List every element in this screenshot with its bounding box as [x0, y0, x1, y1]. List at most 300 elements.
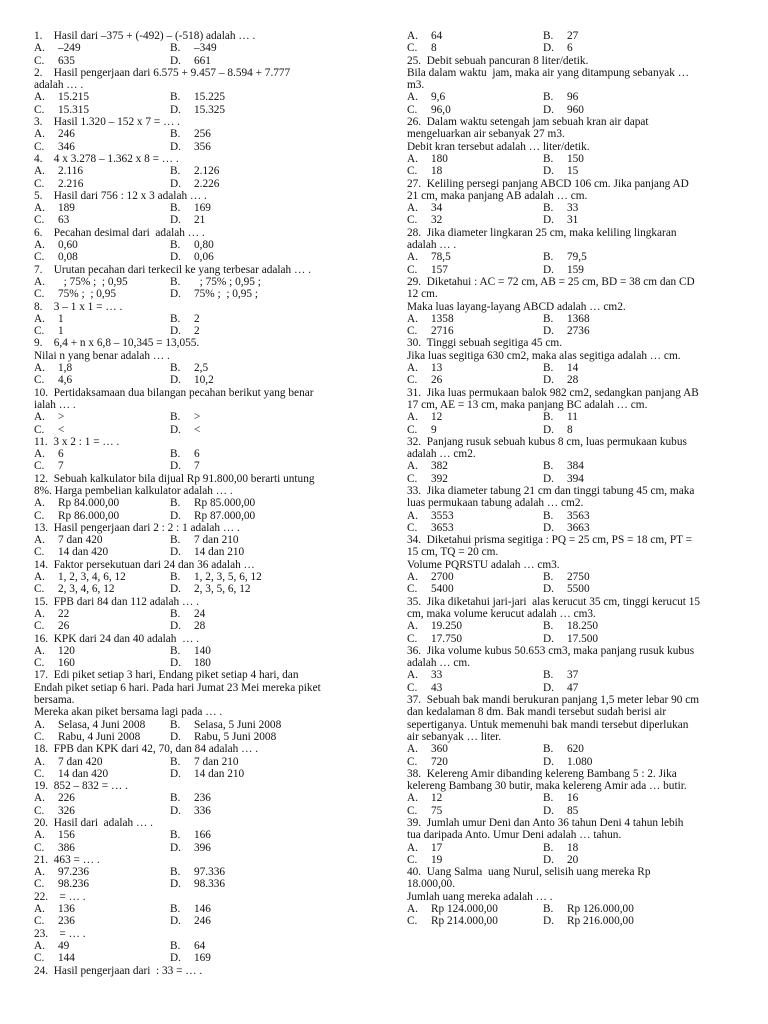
option-value: >: [194, 411, 201, 424]
option-row: [34, 178, 369, 190]
option-letter: C.: [34, 546, 45, 559]
answer-option: [170, 214, 306, 226]
option-row: [407, 325, 743, 337]
option-value: 7: [194, 460, 200, 473]
question-text: 36. Jika volume kubus 50.653 cm3, maka panjang rusuk kubus adalah … cm.: [407, 644, 695, 670]
option-row: [407, 903, 743, 915]
question-item: [34, 227, 369, 264]
option-letter: D.: [543, 804, 554, 817]
option-value: 85: [567, 804, 579, 817]
option-letter: D.: [170, 620, 181, 633]
option-value: 31: [567, 214, 579, 227]
option-value: 0,80: [194, 239, 214, 252]
answer-option: [34, 731, 170, 743]
option-letter: C.: [34, 54, 45, 67]
question-text: 30. Tinggi sebuah segitiga 45 cm. Jika luas segitiga 630 cm2, maka alas segitiga adalah … cm.: [407, 337, 681, 362]
option-value: 160: [58, 657, 75, 670]
option-letter: B.: [170, 755, 181, 768]
option-value: ; 75% ; 0,95 ;: [194, 275, 261, 288]
answer-option: [34, 460, 170, 472]
question-text: 21. 463 = … .: [34, 853, 100, 866]
option-letter: B.: [170, 128, 181, 141]
question-item: [407, 534, 743, 595]
question-item: [407, 276, 743, 337]
option-letter: A.: [407, 743, 418, 756]
option-value: Rp 124.000,00: [431, 903, 498, 916]
question-text: 1. Hasil dari –375 + (-492) – (-518) adalah … .: [34, 30, 256, 42]
question-item: [34, 559, 369, 596]
question-text: 22. = … .: [34, 890, 86, 903]
option-value: 75: [431, 804, 443, 817]
answer-option: [170, 903, 306, 915]
option-row: [34, 165, 369, 177]
option-letter: D.: [170, 374, 181, 387]
option-value: 7: [58, 460, 64, 473]
question-item: [407, 485, 743, 534]
option-row: [34, 768, 369, 780]
answer-option: [170, 792, 306, 804]
option-row: [34, 214, 369, 226]
answer-option: [34, 915, 170, 927]
answer-option: [34, 571, 170, 583]
question-item: [407, 866, 743, 927]
answer-option: [170, 239, 306, 251]
option-letter: B.: [543, 202, 554, 215]
option-letter: D.: [170, 952, 181, 965]
option-letter: D.: [170, 509, 181, 522]
option-letter: A.: [34, 202, 45, 215]
option-value: 6: [194, 448, 200, 461]
option-row: [34, 792, 369, 804]
option-letter: D.: [170, 767, 181, 780]
option-value: Rp 216.000,00: [567, 915, 634, 928]
answer-option: [34, 104, 170, 116]
answer-option: [170, 128, 306, 140]
answer-option: [170, 178, 306, 190]
option-value: 15.215: [58, 91, 90, 104]
option-letter: C.: [407, 521, 418, 534]
option-row: [407, 251, 743, 263]
question-item: [34, 473, 369, 522]
option-letter: C.: [407, 755, 418, 768]
question-text: 35. Jika diketahui jari-jari alas kerucut 35 cm, tinggi kerucut 15 cm, maka volume kerucut adalah … cm3.: [407, 595, 701, 620]
answer-option: [34, 313, 170, 325]
option-letter: B.: [543, 792, 554, 805]
answer-option: [34, 645, 170, 657]
option-value: 15: [567, 165, 579, 178]
option-row: [407, 165, 743, 177]
option-row: [34, 239, 369, 251]
option-row: [34, 915, 369, 927]
option-value: 6: [58, 448, 64, 461]
option-letter: D.: [170, 460, 181, 473]
answer-option: [170, 55, 306, 67]
option-value: 8: [567, 423, 573, 436]
option-value: 78,5: [431, 251, 451, 264]
answer-option: [407, 473, 543, 485]
option-letter: B.: [170, 644, 181, 657]
option-value: 256: [194, 128, 211, 141]
option-row: [34, 608, 369, 620]
answer-option: [543, 854, 679, 866]
option-letter: A.: [34, 411, 45, 424]
option-value: 17.500: [567, 632, 599, 645]
option-value: 75% ; ; 0,95: [58, 288, 117, 301]
option-value: 2: [194, 325, 200, 338]
answer-option: [170, 608, 306, 620]
option-letter: B.: [543, 30, 554, 42]
option-letter: A.: [34, 312, 45, 325]
answer-option: [543, 915, 679, 927]
option-letter: D.: [543, 915, 554, 928]
option-letter: B.: [543, 571, 554, 584]
option-letter: A.: [34, 534, 45, 547]
option-letter: B.: [543, 362, 554, 375]
option-letter: A.: [34, 42, 45, 55]
option-value: 169: [194, 202, 211, 215]
answer-option: [543, 792, 679, 804]
answer-option: [407, 805, 543, 817]
option-value: 18: [567, 841, 579, 854]
answer-option: [170, 645, 306, 657]
option-row: [34, 756, 369, 768]
option-row: [34, 645, 369, 657]
question-text: 25. Debit sebuah pancuran 8 liter/detik. Bila dalam waktu jam, maka air yang ditampung sebanyak … m3.: [407, 54, 690, 92]
option-letter: B.: [170, 607, 181, 620]
option-value: 189: [58, 202, 75, 215]
option-value: 1, 2, 3, 5, 6, 12: [194, 571, 262, 584]
option-letter: B.: [543, 841, 554, 854]
answer-option: [543, 264, 679, 276]
option-value: 17: [431, 841, 443, 854]
option-row: [34, 620, 369, 632]
answer-option: [34, 178, 170, 190]
option-row: [34, 829, 369, 841]
answer-option: [34, 128, 170, 140]
option-letter: B.: [543, 152, 554, 165]
question-item: [34, 522, 369, 559]
option-row: [34, 276, 369, 288]
answer-option: [543, 473, 679, 485]
option-row: [34, 104, 369, 116]
question-item: [34, 633, 369, 670]
option-letter: A.: [407, 202, 418, 215]
option-value: 14 dan 420: [58, 767, 109, 780]
option-value: 97.236: [58, 866, 90, 879]
option-row: [407, 374, 743, 386]
option-letter: B.: [170, 571, 181, 584]
option-value: Rabu, 4 Juni 2008: [58, 730, 141, 743]
option-row: [34, 448, 369, 460]
option-row: [34, 878, 369, 890]
option-letter: B.: [170, 497, 181, 510]
option-row: [34, 805, 369, 817]
answer-option: [170, 104, 306, 116]
question-item: [407, 645, 743, 694]
option-row: [34, 374, 369, 386]
option-letter: B.: [543, 509, 554, 522]
option-value: 43: [431, 681, 443, 694]
answer-option: [543, 522, 679, 534]
option-value: 360: [431, 743, 448, 756]
option-value: 96: [567, 91, 579, 104]
option-letter: A.: [34, 128, 45, 141]
option-letter: D.: [170, 251, 181, 264]
answer-option: [170, 866, 306, 878]
option-letter: C.: [34, 374, 45, 387]
option-value: Rp 85.000,00: [194, 497, 256, 510]
option-value: 2,5: [194, 362, 209, 375]
option-value: 3663: [567, 521, 590, 534]
option-letter: A.: [34, 903, 45, 916]
option-value: 3563: [567, 509, 590, 522]
option-value: 246: [194, 915, 211, 928]
option-row: [34, 460, 369, 472]
option-row: [407, 792, 743, 804]
option-value: 8: [431, 42, 437, 55]
option-value: 6: [567, 42, 573, 55]
option-value: <: [194, 423, 201, 436]
answer-option: [34, 952, 170, 964]
option-value: 384: [567, 460, 584, 473]
option-value: 14: [567, 362, 579, 375]
option-letter: B.: [170, 411, 181, 424]
option-value: 2.226: [194, 177, 220, 190]
option-value: 661: [194, 54, 211, 67]
option-letter: C.: [34, 423, 45, 436]
option-letter: A.: [34, 571, 45, 584]
question-text: 2. Hasil pengerjaan dari 6.575 + 9.457 – 8.594 + 7.777 adalah … .: [34, 66, 291, 92]
answer-option: [34, 55, 170, 67]
option-letter: D.: [543, 632, 554, 645]
option-row: [34, 546, 369, 558]
option-letter: C.: [34, 103, 45, 116]
option-letter: D.: [170, 288, 181, 301]
option-value: Rp 126.000,00: [567, 903, 634, 916]
answer-option: [170, 842, 306, 854]
option-row: [34, 128, 369, 140]
option-row: [34, 510, 369, 522]
option-letter: B.: [543, 251, 554, 264]
option-value: 32: [431, 214, 443, 227]
answer-option: [170, 952, 306, 964]
answer-option: [34, 239, 170, 251]
option-letter: C.: [407, 681, 418, 694]
answer-option: [34, 620, 170, 632]
answer-option: [34, 276, 170, 288]
option-value: 13: [431, 362, 443, 375]
option-row: [407, 424, 743, 436]
option-letter: A.: [34, 644, 45, 657]
option-row: [407, 42, 743, 54]
option-row: [34, 571, 369, 583]
answer-option: [170, 940, 306, 952]
option-value: 3653: [431, 521, 454, 534]
option-value: 2, 3, 5, 6, 12: [194, 583, 251, 596]
option-row: [34, 42, 369, 54]
option-value: 180: [194, 657, 211, 670]
option-row: [407, 362, 743, 374]
option-value: 14 dan 210: [194, 546, 245, 559]
option-letter: D.: [543, 103, 554, 116]
question-item: [34, 116, 369, 153]
option-letter: B.: [170, 91, 181, 104]
option-value: 63: [58, 214, 70, 227]
answer-option: [34, 325, 170, 337]
option-row: [407, 583, 743, 595]
option-row: [34, 251, 369, 263]
option-value: 2.216: [58, 177, 84, 190]
question-item: [34, 30, 369, 67]
answer-option: [170, 141, 306, 153]
option-value: –249: [58, 42, 81, 55]
option-value: 140: [194, 644, 211, 657]
option-row: [407, 30, 743, 42]
option-letter: A.: [34, 792, 45, 805]
option-row: [407, 633, 743, 645]
answer-option: [34, 583, 170, 595]
option-letter: A.: [407, 460, 418, 473]
question-text: 32. Panjang rusuk sebuah kubus 8 cm, luas permukaan kubus adalah … cm2.: [407, 435, 687, 461]
option-value: 0,08: [58, 251, 78, 264]
option-letter: B.: [170, 534, 181, 547]
option-value: 15.315: [58, 103, 90, 116]
option-letter: D.: [170, 423, 181, 436]
answer-option: [34, 214, 170, 226]
option-letter: B.: [543, 743, 554, 756]
question-text: 23. = … .: [34, 927, 86, 940]
option-row: [34, 497, 369, 509]
option-letter: A.: [407, 903, 418, 916]
question-text: 8. 3 – 1 x 1 = … .: [34, 300, 123, 313]
option-letter: C.: [407, 214, 418, 227]
question-item: [34, 436, 369, 473]
answer-option: [543, 842, 679, 854]
answer-option: [170, 42, 306, 54]
answer-option: [170, 620, 306, 632]
answer-option: [543, 251, 679, 263]
option-letter: D.: [543, 42, 554, 55]
option-letter: B.: [170, 165, 181, 178]
option-letter: B.: [543, 903, 554, 916]
question-text: 40. Uang Salma uang Nurul, selisih uang mereka Rp 18.000,00. Jumlah uang mereka adalah … .: [407, 866, 651, 903]
option-row: [407, 264, 743, 276]
question-item: [34, 67, 369, 116]
option-letter: C.: [407, 325, 418, 338]
option-value: 1, 2, 3, 4, 6, 12: [58, 571, 126, 584]
answer-option: [407, 743, 543, 755]
option-letter: A.: [407, 362, 418, 375]
answer-option: [407, 854, 543, 866]
answer-option: [407, 903, 543, 915]
option-value: 2.126: [194, 165, 220, 178]
option-value: 960: [567, 103, 584, 116]
option-value: 1.080: [567, 755, 593, 768]
answer-option: [34, 411, 170, 423]
option-value: 1: [58, 312, 64, 325]
question-text: 38. Kelereng Amir dibanding kelereng Bambang 5 : 2. Jika kelereng Bambang 30 butir, maka kelereng Amir ada … butir.: [407, 767, 687, 793]
option-letter: B.: [170, 718, 181, 731]
option-row: [34, 313, 369, 325]
option-row: [34, 55, 369, 67]
option-letter: A.: [34, 939, 45, 952]
option-value: 246: [58, 128, 75, 141]
question-item: [34, 817, 369, 854]
option-letter: A.: [34, 91, 45, 104]
option-value: 49: [58, 939, 70, 952]
answer-option: [407, 633, 543, 645]
option-letter: A.: [407, 91, 418, 104]
answer-option: [407, 42, 543, 54]
option-value: Rp 86.000,00: [58, 509, 120, 522]
option-letter: D.: [170, 325, 181, 338]
question-text: 5. Hasil dari 756 : 12 x 3 adalah … .: [34, 189, 207, 202]
option-value: 37: [567, 669, 579, 682]
question-text: 29. Diketahui : AC = 72 cm, AB = 25 cm, BD = 38 cm dan CD 12 cm. Maka luas layang-layang ABCD adalah … cm2.: [407, 275, 695, 313]
question-item: [407, 116, 743, 177]
question-text: 18. FPB dan KPK dari 42, 70, dan 84 adalah … .: [34, 743, 259, 756]
answer-option: [170, 829, 306, 841]
option-value: 2736: [567, 325, 590, 338]
option-letter: A.: [34, 497, 45, 510]
option-value: 346: [58, 140, 75, 153]
answer-option: [543, 424, 679, 436]
option-letter: C.: [407, 632, 418, 645]
option-row: [407, 682, 743, 694]
option-row: [34, 719, 369, 731]
answer-option: [170, 276, 306, 288]
option-letter: C.: [34, 915, 45, 928]
answer-option: [170, 91, 306, 103]
answer-option: [407, 571, 543, 583]
option-letter: D.: [170, 583, 181, 596]
option-value: 27: [567, 30, 579, 42]
answer-option: [34, 903, 170, 915]
option-value: 635: [58, 54, 75, 67]
option-letter: A.: [34, 239, 45, 252]
question-text: 7. Urutan pecahan dari terkecil ke yang terbesar adalah … .: [34, 263, 311, 276]
option-row: [34, 903, 369, 915]
answer-option: [170, 583, 306, 595]
answer-option: [407, 682, 543, 694]
answer-option: [543, 682, 679, 694]
option-value: 64: [431, 30, 443, 42]
option-letter: C.: [34, 657, 45, 670]
question-text: 14. Faktor persekutuan dari 24 dan 36 adalah …: [34, 558, 255, 571]
answer-option: [543, 669, 679, 681]
option-letter: B.: [170, 829, 181, 842]
option-letter: A.: [407, 571, 418, 584]
option-row: [34, 411, 369, 423]
question-text: 33. Jika diameter tabung 21 cm dan tinggi tabung 45 cm, maka luas permukaan tabung adalah … cm2.: [407, 484, 695, 510]
answer-option: [407, 411, 543, 423]
option-value: 156: [58, 829, 75, 842]
question-item: [34, 264, 369, 301]
option-value: 0,60: [58, 239, 78, 252]
question-item: [407, 337, 743, 386]
option-value: 21: [194, 214, 206, 227]
option-value: 4,6: [58, 374, 73, 387]
question-item: [407, 55, 743, 116]
answer-option: [170, 571, 306, 583]
option-row: [407, 743, 743, 755]
option-letter: C.: [34, 583, 45, 596]
answer-option: [34, 842, 170, 854]
answer-option: [170, 878, 306, 890]
question-text: 12. Sebuah kalkulator bila dijual Rp 91.800,00 berarti untung 8%. Harga pembelian kalkulator adalah … .: [34, 472, 315, 497]
option-value: 98.236: [58, 878, 90, 891]
answer-option: [170, 546, 306, 558]
